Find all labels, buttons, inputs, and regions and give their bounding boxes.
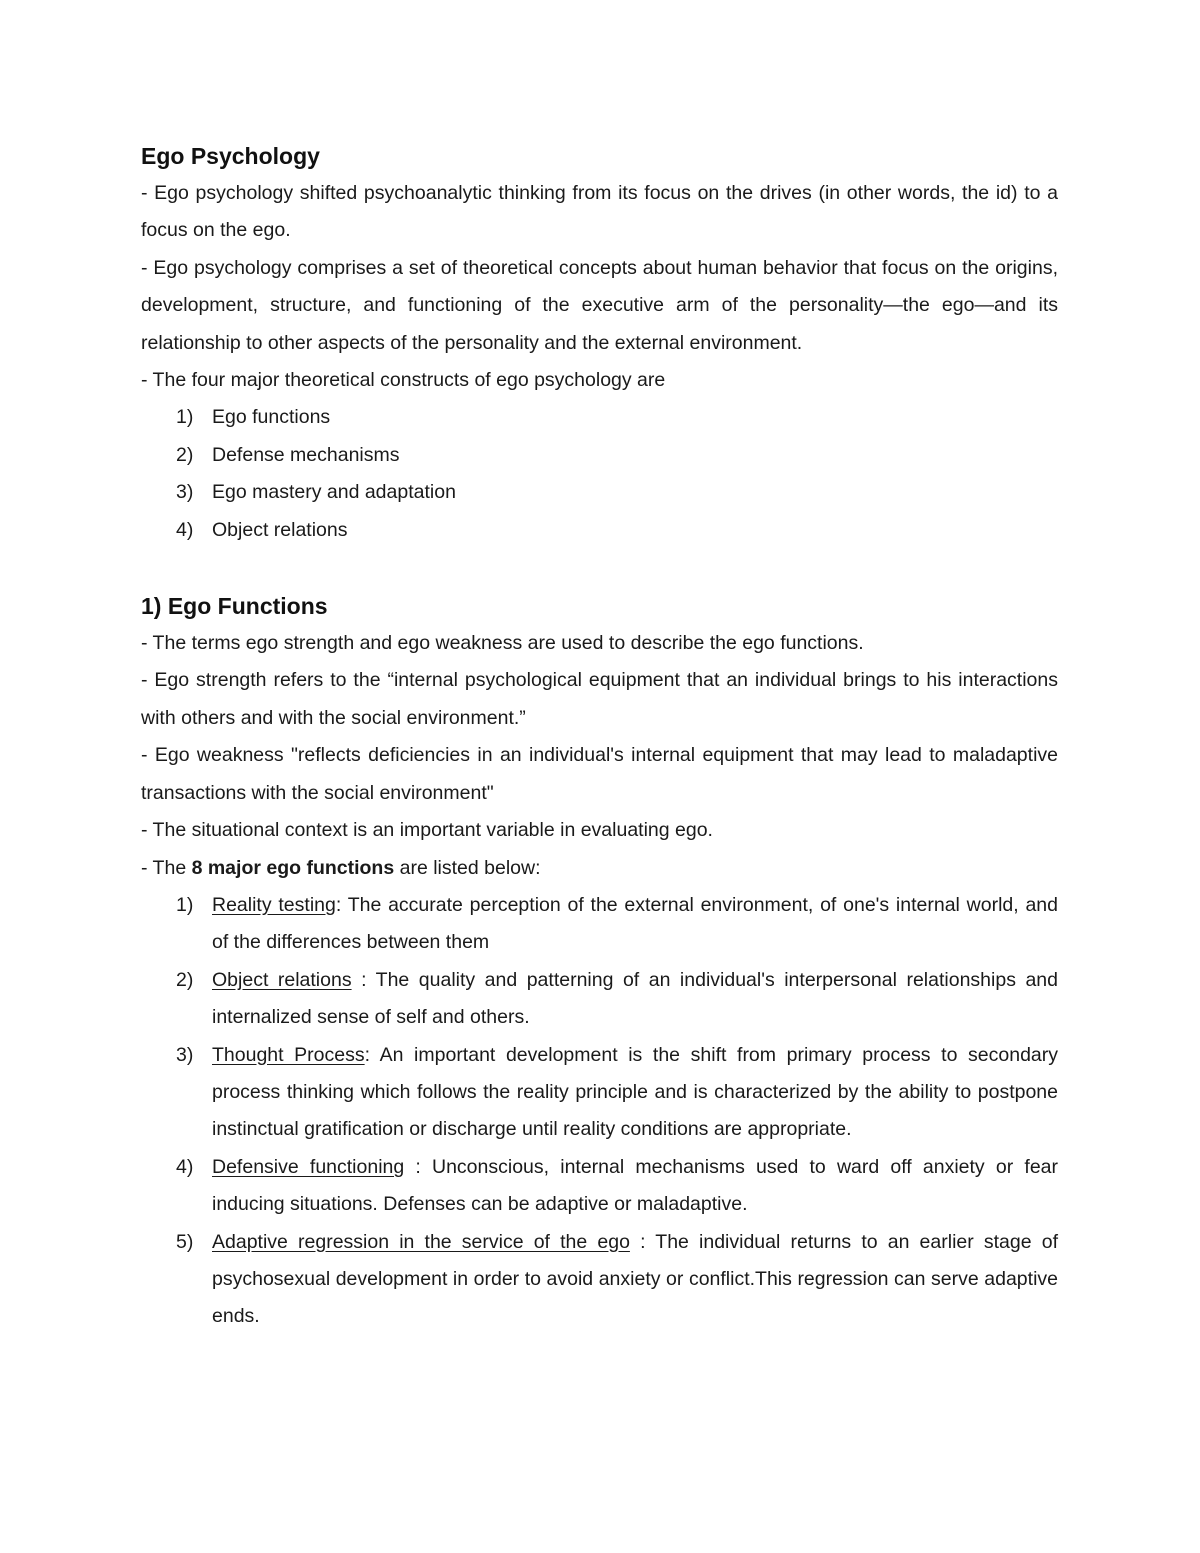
- list-item: [141, 962, 1058, 1037]
- list-item: [141, 512, 1058, 549]
- paragraph-situational-context: - The situational context is an important variable in evaluating ego.: [141, 819, 713, 842]
- list-number: 2): [176, 443, 194, 466]
- list-number: 4): [176, 1155, 194, 1178]
- list-item: [141, 1037, 1058, 1149]
- list-number: 2): [176, 968, 194, 991]
- paragraph-constructs-intro: - The four major theoretical constructs of ego psychology are: [141, 369, 666, 392]
- constructs-list: [141, 399, 1058, 549]
- paragraph-functions-intro: [141, 850, 1058, 887]
- intro-prefix: - The: [141, 856, 192, 879]
- function-description: : The quality and patterning of an individual's interpersonal relationships and internalized sense of self and others.: [212, 968, 1058, 1029]
- function-term: Reality testing: [212, 893, 336, 916]
- list-text: Defense mechanisms: [212, 443, 400, 466]
- intro-suffix: are listed below:: [394, 856, 541, 879]
- list-text: Object relations: [212, 518, 348, 541]
- list-number: 3): [176, 481, 194, 504]
- list-item: [141, 1149, 1058, 1224]
- list-number: 1): [176, 893, 194, 916]
- ego-functions-list: [141, 887, 1058, 1336]
- function-description: : Unconscious, internal mechanisms used to ward off anxiety or fear inducing situations. Defenses can be adaptive or maladaptive.: [212, 1155, 1058, 1216]
- paragraph-ego-concepts: - Ego psychology comprises a set of theoretical concepts about human behavior that focus on the origins, development, structure, and functioning of the executive arm of the personality—the ego—and its relationship to other aspects of the personality and the external environment.: [141, 256, 1058, 354]
- function-term: Defensive functioning: [212, 1155, 405, 1178]
- list-item: [141, 437, 1058, 474]
- list-text: Ego functions: [212, 406, 331, 429]
- list-item: [141, 887, 1058, 962]
- document-page: [141, 138, 1058, 1336]
- function-description: : The individual returns to an earlier stage of psychosexual development in order to avoid anxiety or conflict.This regression can serve adaptive ends.: [212, 1230, 1059, 1328]
- list-number: 5): [176, 1230, 194, 1253]
- paragraph-ego-weakness: - Ego weakness "reflects deficiencies in an individual's internal equipment that may lead to maladaptive transactions with the social environment": [141, 744, 1058, 804]
- list-item: [141, 399, 1058, 436]
- function-term: Adaptive regression in the service of the ego: [212, 1230, 630, 1253]
- paragraph-strength-weakness: - The terms ego strength and ego weakness are used to describe the ego functions.: [141, 632, 864, 655]
- function-term: Thought Process: [212, 1043, 365, 1066]
- section-spacer: [141, 549, 1058, 586]
- function-description: : The accurate perception of the external environment, of one's internal world, and of the differences between them: [212, 893, 1058, 954]
- function-term: Object relations: [212, 968, 352, 991]
- section-title-ego-functions: 1) Ego Functions: [141, 593, 328, 620]
- list-number: 3): [176, 1043, 194, 1066]
- list-text: Ego mastery and adaptation: [212, 481, 456, 504]
- list-item: [141, 474, 1058, 511]
- list-number: 1): [176, 406, 194, 429]
- function-description: : An important development is the shift from primary process to secondary process thinking which follows the reality principle and is characterized by the ability to postpone instinctual gratification or discharge until reality conditions are appropriate.: [212, 1043, 1058, 1141]
- intro-bold: 8 major ego functions: [191, 856, 395, 879]
- section-title-ego-psychology: Ego Psychology: [141, 143, 320, 169]
- list-item: [141, 1224, 1058, 1336]
- paragraph-ego-strength: - Ego strength refers to the “internal psychological equipment that an individual brings to his interactions with others and with the social environment.”: [141, 669, 1058, 729]
- list-number: 4): [176, 518, 194, 541]
- paragraph-ego-shift: - Ego psychology shifted psychoanalytic thinking from its focus on the drives (in other words, the id) to a focus on the ego.: [141, 182, 1058, 242]
